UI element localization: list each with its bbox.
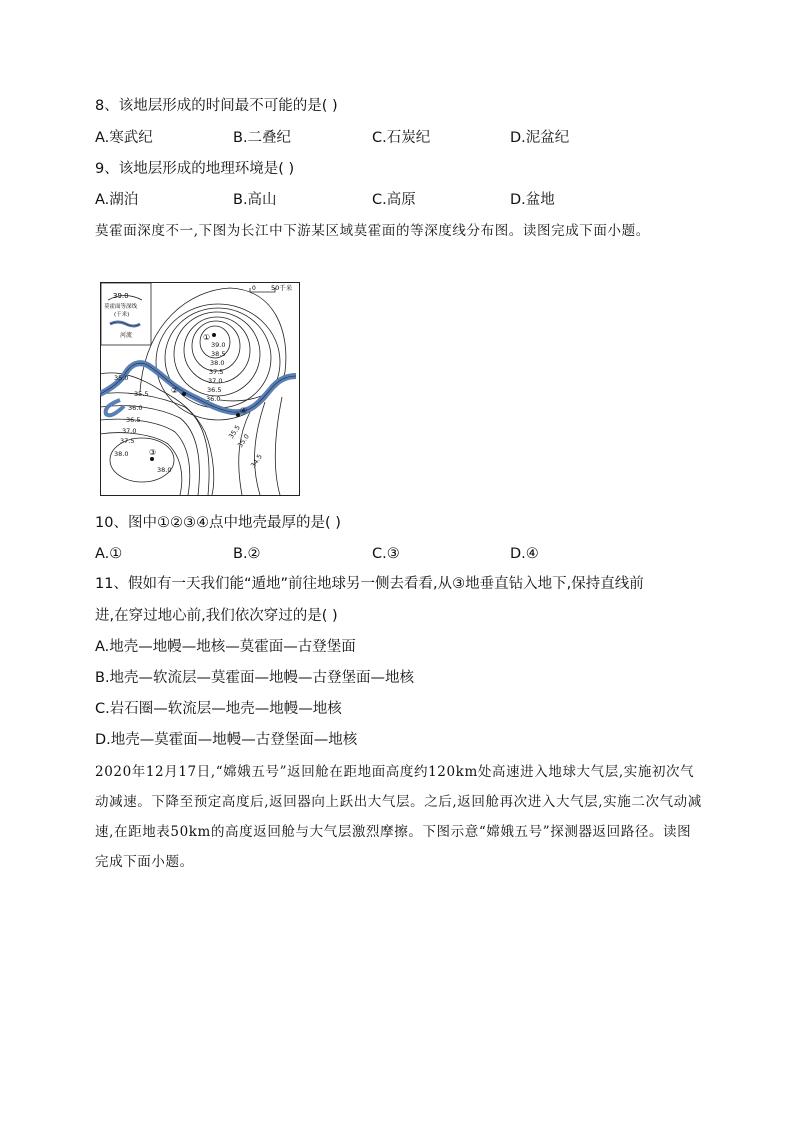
contour-label-36-0: 36.0 [206, 395, 221, 403]
contour-label-38-5: 38.5 [211, 350, 226, 358]
point-2-marker [182, 392, 186, 396]
point-3-label: ③ [149, 448, 157, 457]
contour-label-35-5: 35.5 [134, 390, 149, 398]
point-1-marker [212, 333, 216, 337]
q11-option-a: A.地壳—地幔—地核—莫霍面—古登堡面 [95, 639, 356, 655]
contour-label-right-34-5: 34.5 [249, 452, 264, 470]
intro-paragraph-change5: 2020年12月17日,“嫦娥五号”返回舱在距地面高度约120km处高速进入地球大气层,实施初次气动减速。下降至预定高度后,返回器向上跃出大气层。之后,返回舱再次进入大气层,实施二次气动减速,在距地表50km的高度返回舱与大气层激烈摩擦。下图示意“嫦娥五号”探测器返回路径。读图完成下面小题。 [95, 764, 702, 870]
contour-label-bottom-38-0: 38.0 [157, 466, 172, 474]
map-legend [101, 283, 151, 345]
q9-option-a: A.湖泊 [95, 192, 139, 208]
q11-option-d: D.地壳—莫霍面—地幔—古登堡面—地核 [95, 732, 358, 748]
contour-label-left-37-0: 37.0 [122, 427, 137, 435]
q8-option-a: A.寒武纪 [95, 130, 153, 146]
contour-label-left-38-0: 38.0 [114, 450, 129, 458]
legend-contour-value: 39.0 [113, 292, 129, 300]
contour-label-left-36-0: 36.0 [128, 404, 143, 412]
moho-contour-map [100, 282, 300, 496]
q9-option-d: D.盆地 [510, 192, 555, 208]
q10-option-d: D.④ [510, 546, 539, 562]
legend-contour-label: 莫霍面等深线 [104, 304, 138, 310]
q11-option-c: C.岩石圈—软流层—地壳—地幔—地核 [95, 701, 342, 717]
question-9-stem: 9、该地层形成的地理环境是( ) [95, 161, 295, 177]
scale-label: 50千米 [271, 284, 293, 292]
contour-label-37-0: 37.0 [208, 377, 223, 385]
intro-paragraph-moho: 莫霍面深度不一,下图为长江中下游某区域莫霍面的等深度线分布图。读图完成下面小题。 [95, 223, 650, 239]
q10-option-b: B.② [233, 546, 261, 562]
contour-label-right-35-0: 35.0 [236, 432, 251, 450]
contour-label-35-0: 35.0 [114, 374, 129, 382]
contour-label-right-35-5: 35.5 [227, 423, 242, 441]
point-1-label: ① [203, 333, 211, 342]
legend-contour-unit: (千米) [114, 312, 130, 318]
svg-text:0: 0 [252, 285, 256, 292]
q11-option-b: B.地壳—软流层—莫霍面—地幔—古登堡面—地核 [95, 670, 415, 686]
contour-label-36-5: 36.5 [207, 386, 222, 394]
q8-option-c: C.石炭纪 [372, 130, 431, 146]
question-10-stem: 10、图中①②③④点中地壳最厚的是( ) [95, 515, 341, 531]
q8-option-d: D.泥盆纪 [510, 130, 570, 146]
contour-label-37-5: 37.5 [209, 368, 224, 376]
legend-river-label: 河流 [120, 332, 133, 339]
q8-option-b: B.二叠纪 [233, 130, 292, 146]
contour-label-38-0: 38.0 [210, 359, 225, 367]
point-4-label: ④ [240, 406, 248, 415]
point-3-marker [150, 457, 154, 461]
q9-option-c: C.高原 [372, 192, 416, 208]
q10-option-c: C.③ [372, 546, 400, 562]
q10-option-a: A.① [95, 546, 123, 562]
contour-label-left-37-5: 37.5 [120, 437, 135, 445]
q9-option-b: B.高山 [233, 192, 277, 208]
contour-label-left-36-5: 36.5 [126, 416, 141, 424]
contour-label-39-0: 39.0 [211, 341, 226, 349]
question-11-stem-line2: 进,在穿过地心前,我们依次穿过的是( ) [95, 608, 338, 624]
question-8-stem: 8、该地层形成的时间最不可能的是( ) [95, 98, 338, 114]
point-2-label: ② [171, 386, 179, 395]
question-11-stem-line1: 11、假如有一天我们能“遁地”前往地球另一侧去看看,从③地垂直钻入地下,保持直线前 [95, 576, 644, 592]
